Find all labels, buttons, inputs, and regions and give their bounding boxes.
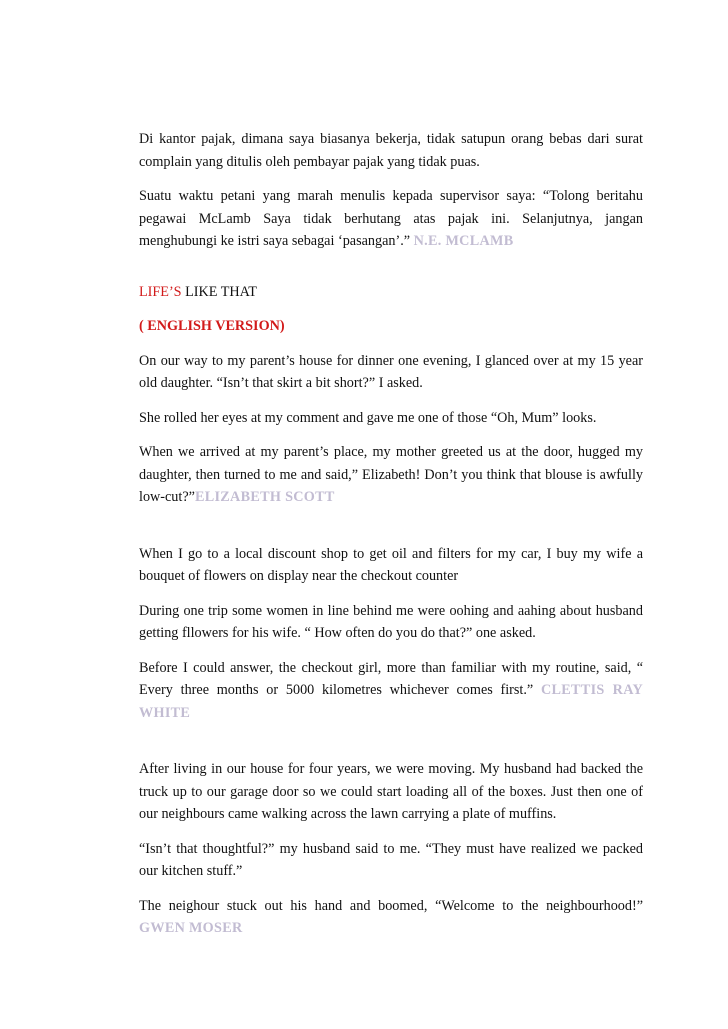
author-name: CLETTIS RAY WHITE [139,682,643,721]
paragraph: After living in our house for four years, we were moving. My husband had backed the truck up to our garage door so we could start loading all of the boxes. Just then one of our neighbours came walking across the lawn carrying a plate of muffins. [139,761,643,822]
paragraph: When I go to a local discount shop to get oil and filters for my car, I buy my wife a bouquet of flowers on display near the checkout counter [139,545,643,584]
paragraph [139,185,643,253]
paragraph: Di kantor pajak, dimana saya biasanya bekerja, tidak satupun orang bebas dari surat complain yang ditulis oleh pembayar pajak yang tidak puas. [139,131,643,170]
paragraph [139,657,643,725]
author-name: GWEN MOSER [139,920,243,936]
paragraph-text: The neighour stuck out his hand and boomed, “Welcome to the neighbourhood!” [139,897,643,914]
paragraph [139,441,643,509]
author-name: ELIZABETH SCOTT [194,489,335,505]
section-title-rest: LIKE THAT [181,283,257,300]
author-name: N.E. MCLAMB [413,233,514,249]
paragraph: During one trip some women in line behind me were oohing and aahing about husband getting fllowers for his wife. “ How often do you do that?” one asked. [139,602,643,641]
paragraph: She rolled her eyes at my comment and gave me one of those “Oh, Mum” looks. [139,409,597,426]
section-title [139,281,643,304]
section-title-red: LIFE’S [139,283,182,300]
paragraph: On our way to my parent’s house for dinner one evening, I glanced over at my 15 year old daughter. “Isn’t that skirt a bit short?” I asked. [139,352,643,391]
paragraph [139,895,643,940]
paragraph-text: Suatu waktu petani yang marah menulis kepada supervisor saya: “Tolong beritahu pegawai McLamb Saya tidak berhutang atas pajak ini. Selanjutnya, jangan menghubungi ke istri saya sebagai ‘pasangan’.” [139,188,643,249]
paragraph-text: When we arrived at my parent’s place, my mother greeted us at the door, hugged my daughter, then turned to me and said,” Elizabeth! Don’t you think that blouse is awfully low-cut?” [139,444,643,505]
paragraph-text: Before I could answer, the checkout girl, more than familiar with my routine, said, “ Every three months or 5000 kilometres whichever comes first.” [139,659,643,698]
section-subtitle: ( ENGLISH VERSION) [139,318,285,334]
document-body [139,128,643,952]
paragraph: “Isn’t that thoughtful?” my husband said to me. “They must have realized we packed our kitchen stuff.” [139,840,643,879]
